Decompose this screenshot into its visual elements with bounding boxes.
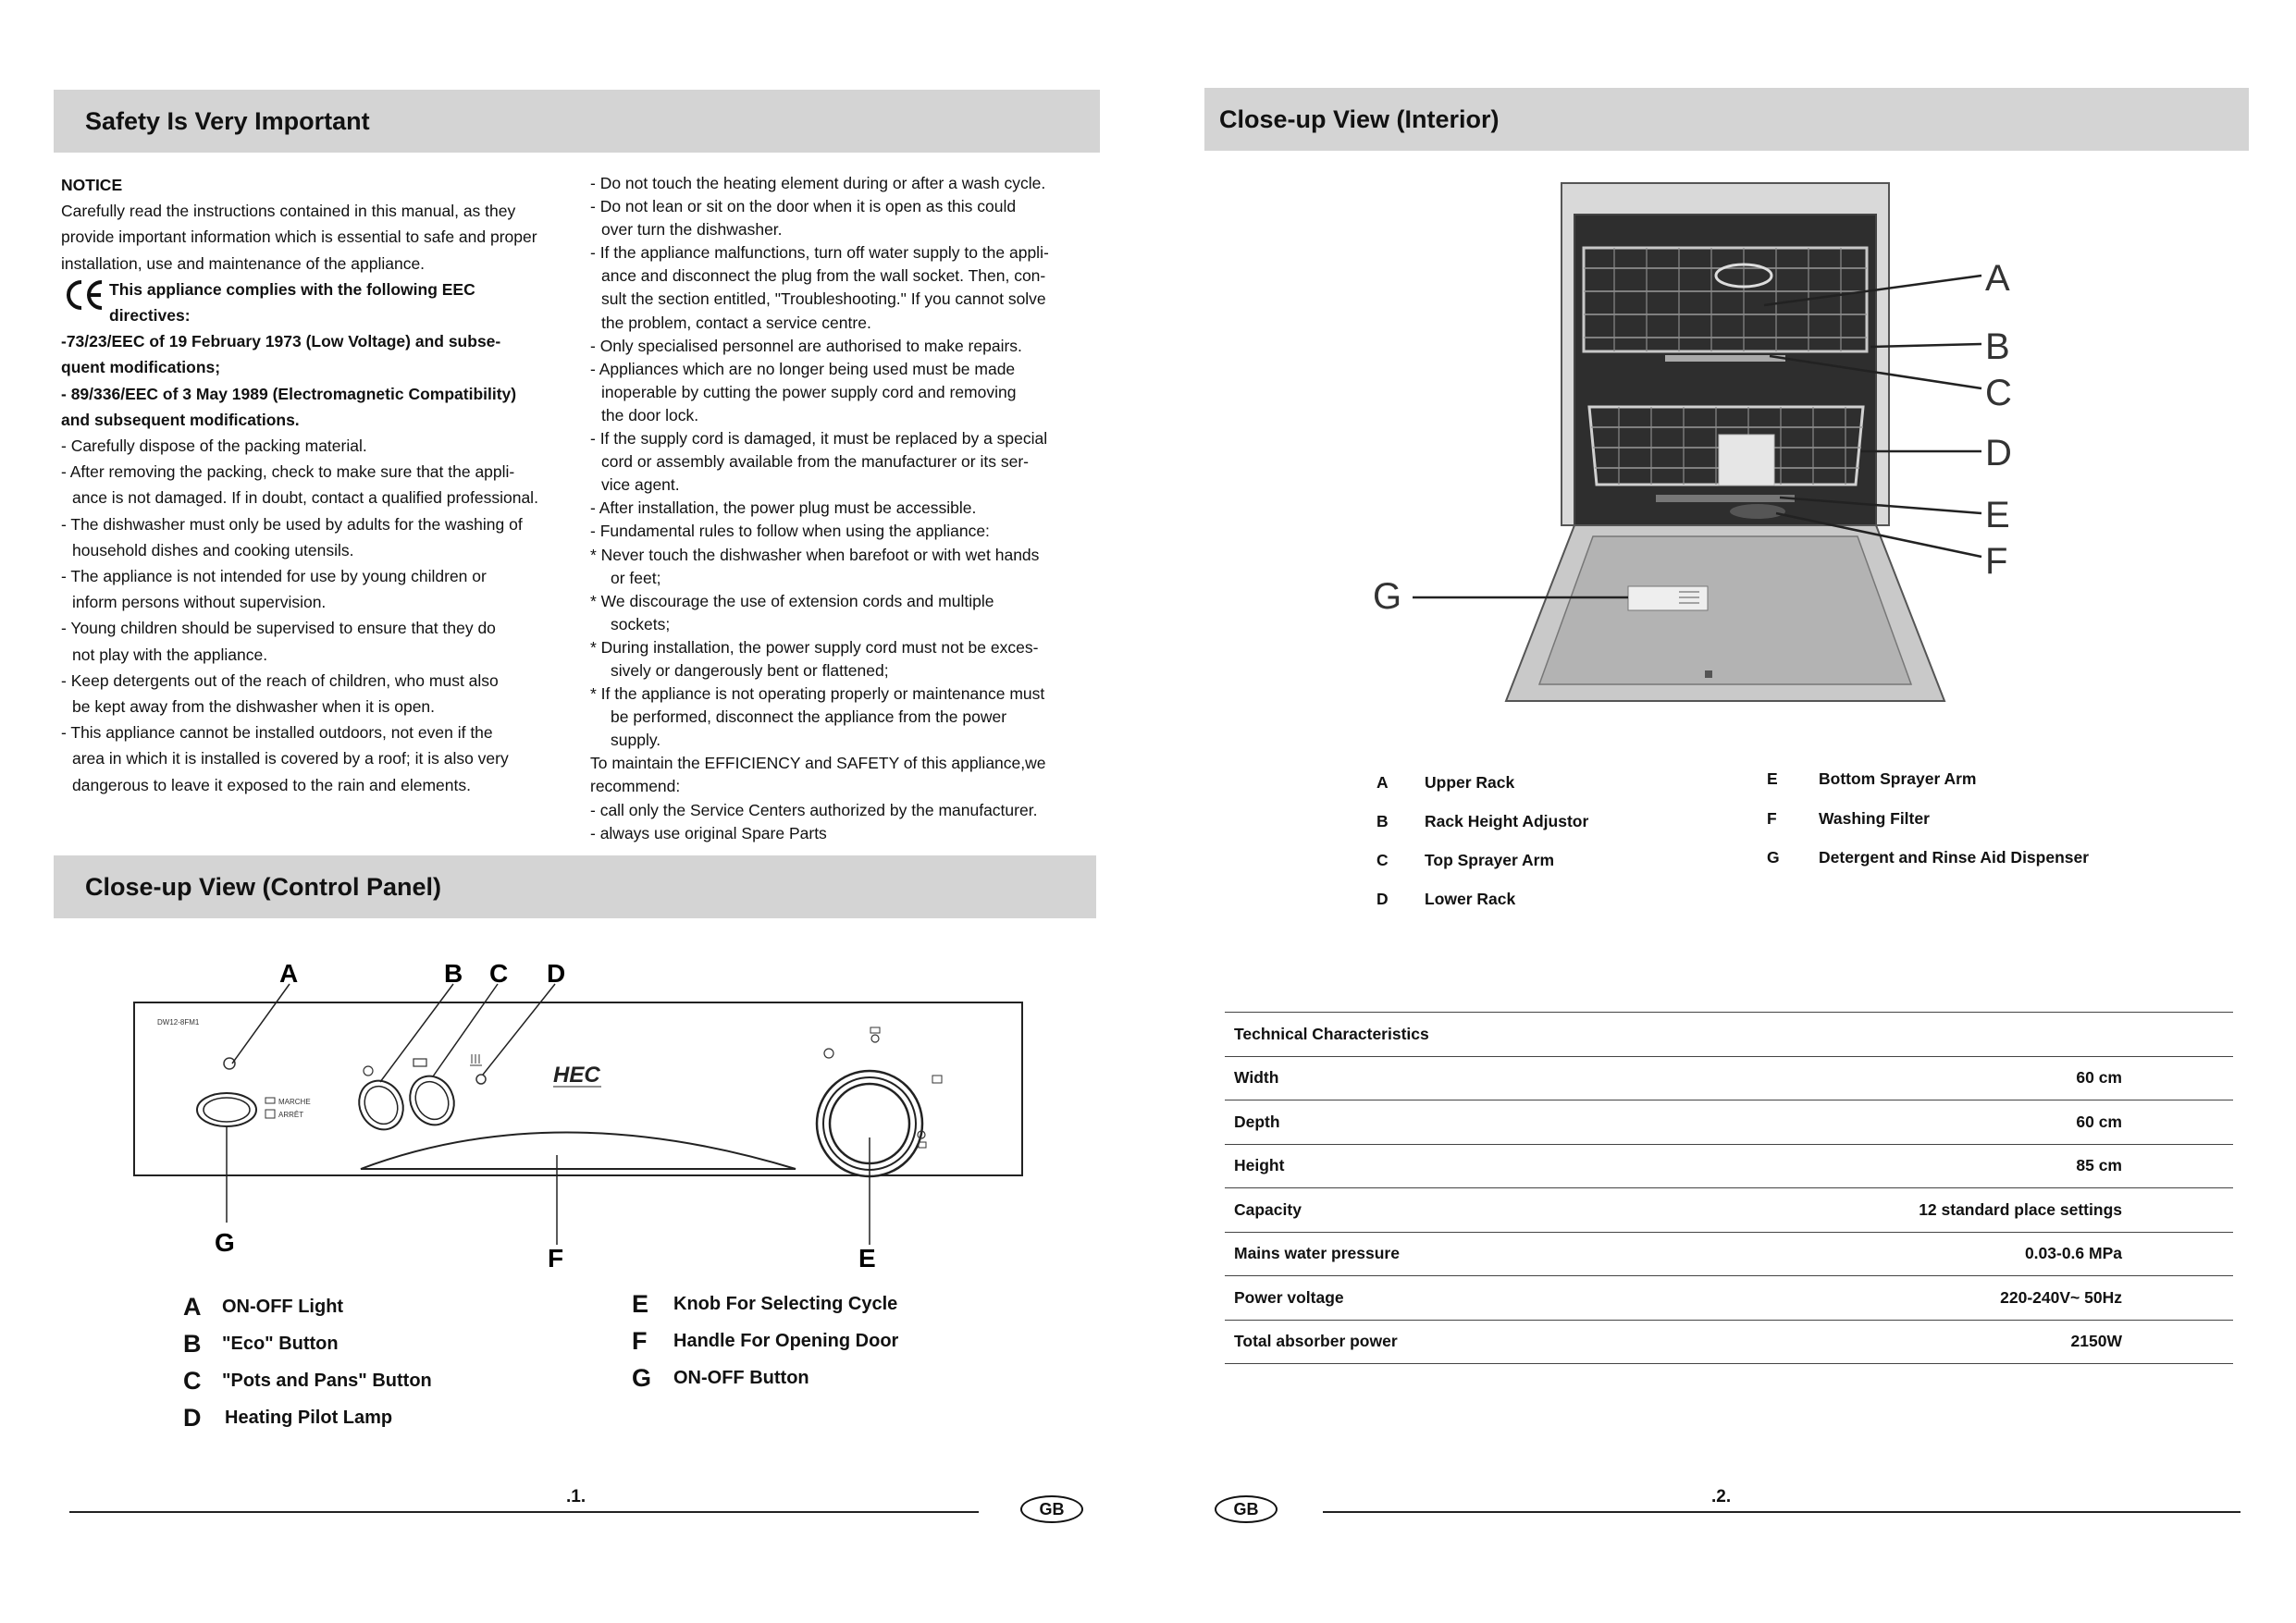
- table-heading: Technical Characteristics: [1225, 1013, 2233, 1057]
- legend-item: [183, 1399, 432, 1436]
- spec-value: 0.03-0.6 MPa: [1590, 1232, 2233, 1276]
- legend-item: [1376, 879, 1588, 918]
- arret-label: ARRÊT: [278, 1111, 304, 1119]
- interior-callout-a: A: [1985, 258, 2010, 299]
- on-off-light: [224, 1058, 235, 1069]
- legend-letter: F: [1767, 808, 1777, 828]
- safety-list-line: cord or assembly available from the manufacturer or its ser-: [601, 452, 1029, 472]
- legend-letter: A: [183, 1292, 202, 1321]
- interior-callout-e: E: [1985, 495, 2010, 535]
- table-row: [1225, 1320, 2233, 1364]
- safety-list-line: sult the section entitled, "Troubleshooting." If you cannot solve: [601, 289, 1046, 309]
- safety-list-line: - Carefully dispose of the packing material.: [61, 436, 367, 456]
- spec-label: Power voltage: [1225, 1276, 1590, 1321]
- directive-line: and subsequent modifications.: [61, 410, 300, 429]
- safety-list-line: - After installation, the power plug must be accessible.: [590, 498, 977, 518]
- spec-label: Total absorber power: [1225, 1320, 1590, 1364]
- control-panel-section-title: [54, 855, 1096, 918]
- notice-line: provide important information which is essential to safe and proper: [61, 227, 537, 247]
- table-row: [1225, 1232, 2233, 1276]
- table-header-row: [1225, 1013, 2233, 1057]
- footer-rule-left: [69, 1511, 979, 1513]
- page-number-left: .1.: [566, 1487, 586, 1506]
- marche-label: MARCHE: [278, 1098, 311, 1106]
- dishwasher-interior-diagram: [1351, 176, 2091, 721]
- safety-list-line: * We discourage the use of extension cords and multiple: [590, 591, 994, 610]
- legend-letter: B: [1376, 811, 1389, 830]
- safety-list-line: - After removing the packing, check to make sure that the appli-: [61, 462, 515, 482]
- language-badge-right: GB: [1215, 1495, 1278, 1523]
- safety-title-text: Safety Is Very Important: [85, 106, 370, 135]
- safety-list-line: vice agent.: [601, 475, 680, 495]
- legend-label: Washing Filter: [1819, 808, 1930, 828]
- interior-title-text: Close-up View (Interior): [1219, 105, 1500, 133]
- spec-label: Height: [1225, 1144, 1590, 1188]
- safety-list-line: ance is not damaged. If in doubt, contact a qualified professional.: [72, 488, 538, 508]
- safety-section-title: [54, 90, 1100, 153]
- safety-list-line: - This appliance cannot be installed outdoors, not even if the: [61, 723, 493, 743]
- legend-label: Lower Rack: [1425, 889, 1516, 908]
- notice-heading: NOTICE: [61, 176, 123, 194]
- model-label: DW12-8FM1: [157, 1018, 200, 1027]
- safety-list-line: - The appliance is not intended for use by young children or: [61, 567, 487, 586]
- legend-letter: A: [1376, 772, 1389, 792]
- legend-label: ON-OFF Light: [222, 1296, 344, 1317]
- legend-item: [632, 1359, 898, 1396]
- spec-value: 12 standard place settings: [1590, 1188, 2233, 1233]
- table-row: [1225, 1100, 2233, 1145]
- ce-compliance: [61, 277, 579, 328]
- technical-characteristics-table: [1225, 1012, 2233, 1364]
- top-sprayer-arm: [1665, 355, 1785, 362]
- notice-line: installation, use and maintenance of the appliance.: [61, 253, 426, 273]
- legend-item: [1376, 802, 1588, 841]
- callout-g: G: [215, 1228, 235, 1257]
- safety-list-line: - always use original Spare Parts: [590, 823, 827, 842]
- safety-list-line: over turn the dishwasher.: [601, 220, 783, 240]
- table-row: [1225, 1188, 2233, 1233]
- safety-list-line: * During installation, the power supply cord must not be exces-: [590, 637, 1039, 657]
- legend-label: "Pots and Pans" Button: [222, 1370, 432, 1391]
- language-badge-left: GB: [1020, 1495, 1083, 1523]
- legend-item: [1376, 763, 1588, 802]
- footer-rule-right: [1323, 1511, 2240, 1513]
- washing-filter: [1730, 504, 1785, 519]
- safety-list-line: - Keep detergents out of the reach of children, who must also: [61, 670, 499, 690]
- page-number-right: .2.: [1711, 1487, 1732, 1506]
- spec-label: Mains water pressure: [1225, 1232, 1590, 1276]
- legend-letter: G: [1767, 847, 1780, 867]
- safety-list-line: inform persons without supervision.: [72, 593, 327, 612]
- legend-item: [1767, 799, 2089, 838]
- heating-pilot-lamp: [476, 1075, 486, 1084]
- safety-list-line: - Young children should be supervised to ensure that they do: [61, 619, 496, 638]
- safety-list-line: - The dishwasher must only be used by adults for the washing of: [61, 514, 523, 534]
- safety-list-line: supply.: [611, 731, 661, 750]
- legend-item: [183, 1325, 432, 1362]
- legend-letter: E: [1767, 768, 1778, 788]
- safety-list-line: sively or dangerously bent or flattened;: [611, 660, 889, 680]
- spec-label: Capacity: [1225, 1188, 1590, 1233]
- interior-section-title: [1204, 88, 2249, 151]
- interior-callout-d: D: [1985, 433, 2012, 473]
- safety-list-line: - Fundamental rules to follow when using the appliance:: [590, 522, 990, 541]
- legend-letter: G: [632, 1363, 652, 1392]
- safety-list-line: - Do not lean or sit on the door when it is open as this could: [590, 197, 1017, 216]
- safety-list-line: * Never touch the dishwasher when barefoot or with wet hands: [590, 545, 1040, 564]
- callout-a: A: [279, 959, 299, 988]
- safety-left-list: [61, 433, 579, 798]
- safety-list-line: not play with the appliance.: [72, 645, 268, 664]
- directive-line: quent modifications;: [61, 358, 221, 377]
- callout-e: E: [858, 1244, 876, 1273]
- callout-b: B: [444, 959, 463, 988]
- ce-line: This appliance complies with the following EEC: [109, 279, 475, 299]
- spec-value: 60 cm: [1590, 1056, 2233, 1100]
- detergent-dispenser: [1628, 586, 1708, 610]
- table-row: [1225, 1144, 2233, 1188]
- control-panel-legend-right: [632, 1285, 898, 1396]
- safety-list-line: recommend:: [590, 777, 681, 796]
- safety-left-column: [61, 172, 579, 798]
- legend-label: Bottom Sprayer Arm: [1819, 768, 1977, 788]
- safety-list-line: - If the appliance malfunctions, turn off water supply to the appli-: [590, 243, 1049, 263]
- safety-list-line: be kept away from the dishwasher when it is open.: [72, 697, 436, 717]
- legend-item: [632, 1285, 898, 1322]
- legend-item: [1767, 758, 2089, 799]
- spec-value: 2150W: [1590, 1320, 2233, 1364]
- legend-label: ON-OFF Button: [673, 1367, 809, 1388]
- legend-letter: C: [183, 1366, 202, 1395]
- spec-value: 220-240V~ 50Hz: [1590, 1276, 2233, 1321]
- legend-letter: F: [632, 1326, 648, 1355]
- interior-callout-f: F: [1985, 541, 2008, 582]
- safety-list-line: or feet;: [611, 568, 661, 587]
- safety-list-line: ance and disconnect the plug from the wall socket. Then, con-: [601, 266, 1046, 286]
- table-row: [1225, 1056, 2233, 1100]
- interior-legend-right: [1767, 758, 2089, 877]
- bottom-sprayer-arm: [1656, 495, 1795, 502]
- safety-list-line: dangerous to leave it exposed to the rain and elements.: [72, 775, 471, 794]
- legend-item: [183, 1362, 432, 1399]
- safety-list-line: - call only the Service Centers authorized by the manufacturer.: [590, 800, 1038, 819]
- legend-label: Top Sprayer Arm: [1425, 850, 1555, 869]
- notice-line: Carefully read the instructions contained in this manual, as they: [61, 202, 516, 221]
- spec-value: 85 cm: [1590, 1144, 2233, 1188]
- legend-label: Rack Height Adjustor: [1425, 811, 1589, 830]
- legend-letter: E: [632, 1289, 649, 1318]
- table-row: [1225, 1276, 2233, 1321]
- callout-f: F: [548, 1244, 564, 1273]
- control-panel-diagram: [0, 925, 1148, 1276]
- spec-label: Depth: [1225, 1100, 1590, 1145]
- safety-list-line: inoperable by cutting the power supply cord and removing: [601, 382, 1017, 401]
- spec-label: Width: [1225, 1056, 1590, 1100]
- directive-line: -73/23/EEC of 19 February 1973 (Low Voltage) and subse-: [61, 332, 501, 351]
- spec-value: 60 cm: [1590, 1100, 2233, 1145]
- legend-letter: D: [183, 1403, 202, 1432]
- legend-label: Heating Pilot Lamp: [225, 1407, 393, 1428]
- interior-callout-g: G: [1373, 576, 1402, 617]
- safety-list-line: be performed, disconnect the appliance from the power: [611, 707, 1007, 727]
- legend-letter: B: [183, 1329, 202, 1358]
- legend-item: [1376, 841, 1588, 879]
- legend-label: Detergent and Rinse Aid Dispenser: [1819, 847, 2090, 867]
- ce-mark-icon: [61, 277, 109, 314]
- legend-item: [1767, 838, 2089, 877]
- safety-list-line: - Only specialised personnel are authorised to make repairs.: [590, 336, 1022, 355]
- interior-callout-b: B: [1985, 326, 2010, 367]
- safety-right-column: [590, 172, 1108, 845]
- safety-list-line: To maintain the EFFICIENCY and SAFETY of this appliance,we: [590, 754, 1046, 773]
- safety-list-line: sockets;: [611, 614, 671, 633]
- callout-c: C: [489, 959, 509, 988]
- interior-legend-left: [1376, 763, 1588, 918]
- legend-label: "Eco" Button: [222, 1333, 339, 1354]
- legend-label: Knob For Selecting Cycle: [673, 1293, 898, 1314]
- safety-list-line: * If the appliance is not operating properly or maintenance must: [590, 684, 1045, 704]
- hec-logo: HEC: [553, 1063, 600, 1088]
- control-panel-title-text: Close-up View (Control Panel): [85, 872, 442, 901]
- safety-list-line: the door lock.: [601, 405, 699, 424]
- safety-list-line: household dishes and cooking utensils.: [72, 540, 354, 559]
- control-panel-legend-left: [183, 1288, 432, 1436]
- ce-line: directives:: [109, 306, 191, 326]
- safety-list-line: - Appliances which are no longer being used must be made: [590, 359, 1016, 378]
- legend-label: Upper Rack: [1425, 772, 1515, 792]
- safety-list-line: - If the supply cord is damaged, it must be replaced by a special: [590, 429, 1048, 449]
- legend-letter: C: [1376, 850, 1389, 869]
- safety-list-line: the problem, contact a service centre.: [601, 313, 871, 332]
- directive-line: - 89/336/EEC of 3 May 1989 (Electromagnetic Compatibility): [61, 384, 517, 403]
- safety-list-line: area in which it is installed is covered by a roof; it is also very: [72, 749, 509, 768]
- interior-callout-c: C: [1985, 373, 2012, 413]
- legend-item: [183, 1288, 432, 1325]
- safety-list-line: - Do not touch the heating element during or after a wash cycle.: [590, 174, 1046, 192]
- callout-d: D: [547, 959, 566, 988]
- legend-label: Handle For Opening Door: [673, 1330, 899, 1351]
- legend-item: [632, 1322, 898, 1359]
- legend-letter: D: [1376, 889, 1389, 908]
